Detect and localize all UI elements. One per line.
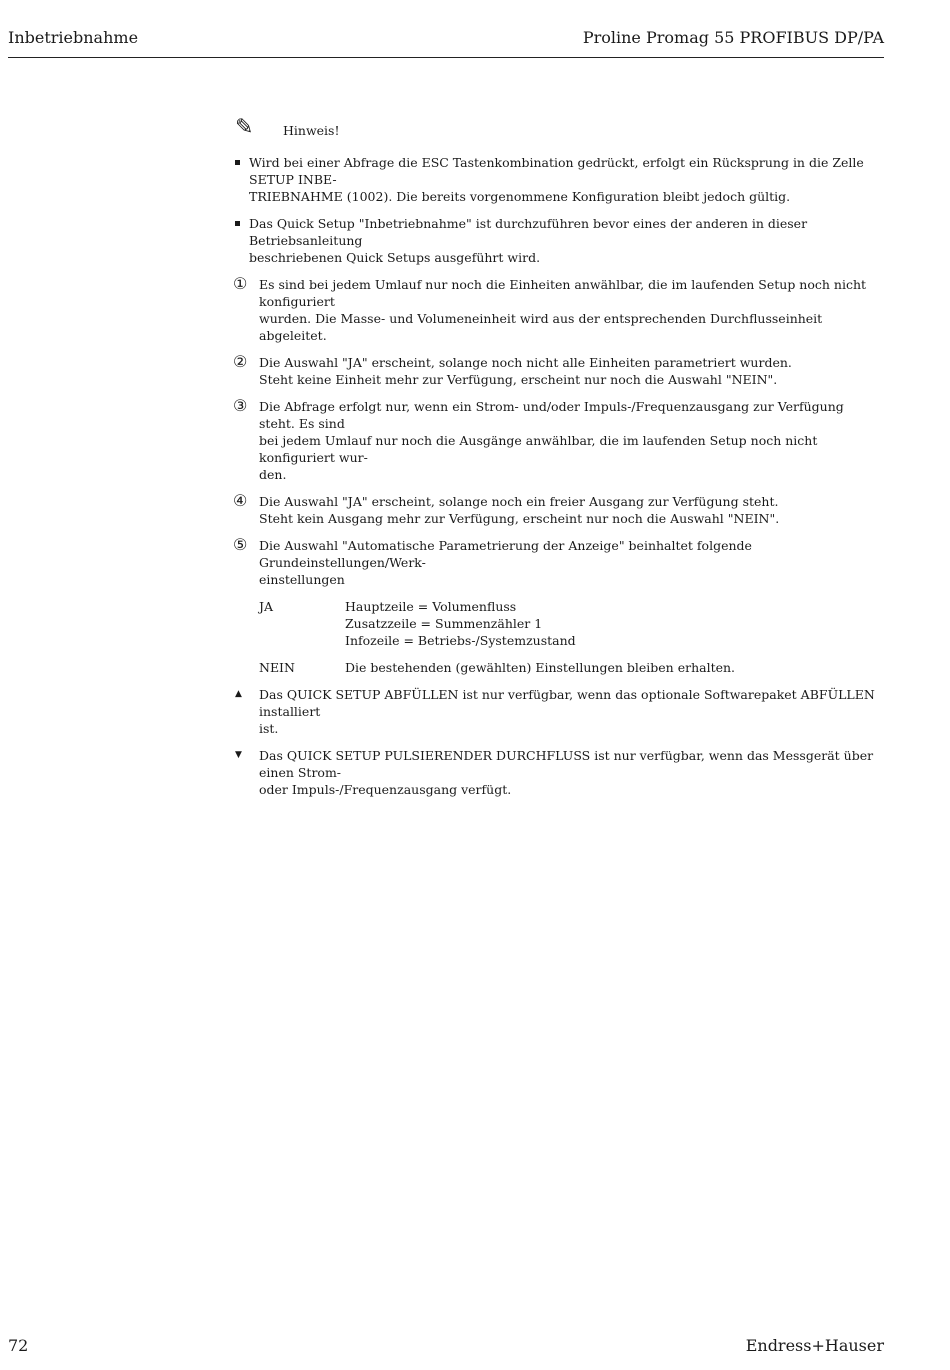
- bullet-line: beschriebenen Quick Setups ausgeführt wird.: [249, 250, 541, 265]
- circled-number-2: ②: [233, 352, 248, 371]
- numbered-item-3: [233, 398, 883, 483]
- square-bullet-icon: [235, 160, 240, 165]
- triangle-line: Das QUICK SETUP PULSIERENDER DURCHFLUSS ist nur verfügbar, wenn das Messgerät über einen Strom-: [259, 748, 874, 780]
- triangle-line: oder Impuls-/Frequenzausgang verfügt.: [259, 782, 512, 797]
- definition-line: Infozeile = Betriebs-/Systemzustand: [345, 633, 576, 648]
- document-title: Proline Promag 55 PROFIBUS DP/PA: [582, 28, 884, 47]
- bullet-line: Wird bei einer Abfrage die ESC Tastenkombination gedrückt, erfolgt ein Rücksprung in die Zelle SETUP INBE-: [249, 155, 864, 187]
- bullet-item: [233, 154, 883, 205]
- page-header: [8, 28, 884, 58]
- numbered-item-1: [233, 276, 883, 344]
- numbered-line: Die Auswahl "JA" erscheint, solange noch ein freier Ausgang zur Verfügung steht.: [259, 494, 779, 509]
- numbered-line: wurden. Die Masse- und Volumeneinheit wird aus der entsprechenden Durchflusseinheit abgeleitet.: [259, 311, 823, 343]
- definition-line: Zusatzzeile = Summenzähler 1: [345, 616, 543, 631]
- note-label: Hinweis!: [283, 123, 340, 138]
- pencil-note-icon: ✎: [235, 115, 254, 140]
- circled-number-5: ⑤: [233, 535, 248, 554]
- numbered-line: Die Auswahl "JA" erscheint, solange noch nicht alle Einheiten parametriert wurden.: [259, 355, 792, 370]
- triangle-item-up: [233, 686, 883, 737]
- brand-name: Endress+Hauser: [745, 1336, 884, 1355]
- numbered-line: bei jedem Umlauf nur noch die Ausgänge anwählbar, die im laufenden Setup noch nicht konfiguriert wur-: [259, 433, 818, 465]
- definition-ja: [259, 598, 883, 649]
- definition-line: Hauptzeile = Volumenfluss: [345, 599, 517, 614]
- numbered-line: Die Auswahl "Automatische Parametrierung der Anzeige" beinhaltet folgende Grundeinstellungen/Werk-: [259, 538, 752, 570]
- triangle-line: Das QUICK SETUP ABFÜLLEN ist nur verfügbar, wenn das optionale Softwarepaket ABFÜLLEN installiert: [259, 687, 875, 719]
- numbered-line: den.: [259, 467, 287, 482]
- triangle-up-icon: ▲: [235, 689, 242, 699]
- square-bullet-icon: [235, 221, 240, 226]
- triangle-line: ist.: [259, 721, 279, 736]
- numbered-line: Die Abfrage erfolgt nur, wenn ein Strom- und/oder Impuls-/Frequenzausgang zur Verfügung steht. Es sind: [259, 399, 844, 431]
- bullet-line: Das Quick Setup "Inbetriebnahme" ist durchzuführen bevor eines der anderen in dieser Betriebsanleitung: [249, 216, 808, 248]
- circled-number-1: ①: [233, 274, 248, 293]
- bullet-line: TRIEBNAHME (1002). Die bereits vorgenommene Konfiguration bleibt jedoch gültig.: [249, 189, 791, 204]
- definition-line: Die bestehenden (gewählten) Einstellungen bleiben erhalten.: [345, 660, 736, 675]
- section-title: Inbetriebnahme: [8, 28, 139, 47]
- numbered-item-2: [233, 354, 883, 388]
- definition-term: JA: [259, 599, 274, 614]
- numbered-line: Es sind bei jedem Umlauf nur noch die Einheiten anwählbar, die im laufenden Setup noch nicht konfiguriert: [259, 277, 867, 309]
- numbered-line: Steht kein Ausgang mehr zur Verfügung, erscheint nur noch die Auswahl "NEIN".: [259, 511, 780, 526]
- bullet-item: [233, 215, 883, 266]
- page-number: 72: [8, 1336, 29, 1355]
- circled-number-4: ④: [233, 491, 248, 510]
- numbered-item-5: [233, 537, 883, 588]
- numbered-line: Steht keine Einheit mehr zur Verfügung, erscheint nur noch die Auswahl "NEIN".: [259, 372, 778, 387]
- circled-number-3: ③: [233, 396, 248, 415]
- note-box: [233, 115, 883, 144]
- triangle-down-icon: ▼: [235, 750, 242, 760]
- definition-nein: [259, 659, 883, 676]
- page-content: [233, 115, 883, 808]
- numbered-item-4: [233, 493, 883, 527]
- definition-term: NEIN: [259, 660, 295, 675]
- triangle-item-down: [233, 747, 883, 798]
- numbered-line: einstellungen: [259, 572, 345, 587]
